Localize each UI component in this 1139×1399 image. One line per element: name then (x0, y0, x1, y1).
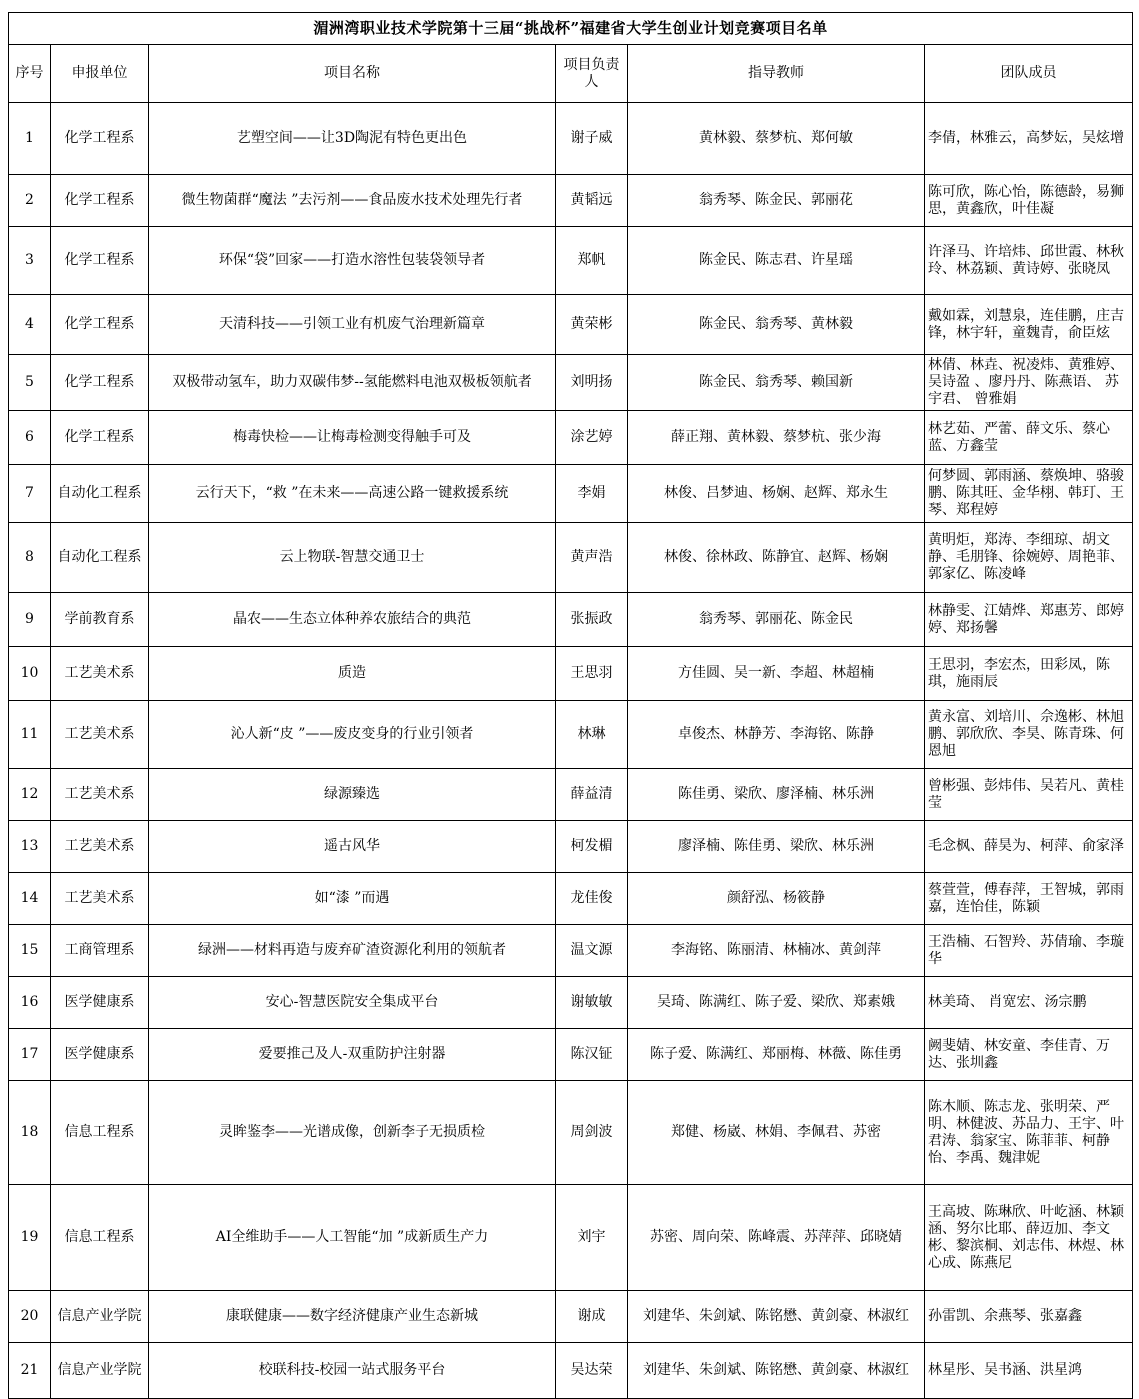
row-number-cell: 14 (9, 873, 51, 925)
project-name-cell: 云上物联-智慧交通卫士 (149, 523, 556, 593)
members-cell: 毛念枫、薛昊为、柯萍、俞家泽 (925, 821, 1133, 873)
advisors-cell: 郑健、杨崴、林娟、李佩君、苏密 (628, 1081, 925, 1185)
unit-cell: 工艺美术系 (51, 769, 149, 821)
members-cell: 陈木顺、陈志龙、张明荣、严明、林健波、苏品力、王宇、叶君涛、翁家宝、陈菲菲、柯静怡、李禹、魏津妮 (925, 1081, 1133, 1185)
members-cell: 何梦圆、郭雨涵、蔡焕坤、骆骏鹏、陈其旺、金华栩、韩玎、王琴、郑程婷 (925, 465, 1133, 523)
members-cell: 李倩，林雅云，高梦妘，吴炫增 (925, 103, 1133, 175)
project-name-cell: 微生物菌群“魔法 ”去污剂——食品废水技术处理先行者 (149, 175, 556, 227)
row-number-cell: 2 (9, 175, 51, 227)
advisors-cell: 陈金民、翁秀琴、赖国新 (628, 355, 925, 411)
project-name-cell: 爱要推己及人-双重防护注射器 (149, 1029, 556, 1081)
unit-cell: 学前教育系 (51, 593, 149, 647)
row-number-cell: 15 (9, 925, 51, 977)
unit-cell: 化学工程系 (51, 355, 149, 411)
leader-cell: 柯发楣 (556, 821, 628, 873)
table-row (9, 925, 1133, 977)
members-cell: 林艺茹、严蕾、薛文乐、蔡心蓝、方鑫莹 (925, 411, 1133, 465)
members-cell: 孙雷凯、余燕琴、张嘉鑫 (925, 1291, 1133, 1343)
row-number-cell: 19 (9, 1185, 51, 1291)
unit-cell: 化学工程系 (51, 295, 149, 355)
row-number-cell: 3 (9, 227, 51, 295)
project-name-cell: 灵眸鉴李——光谱成像，创新李子无损质检 (149, 1081, 556, 1185)
table-row (9, 1185, 1133, 1291)
members-cell: 阙斐婧、林安童、李佳青、万达、张圳鑫 (925, 1029, 1133, 1081)
members-cell: 曾彬强、彭炜伟、吴若凡、黄桂莹 (925, 769, 1133, 821)
advisors-cell: 陈子爱、陈满红、郑丽梅、林薇、陈佳勇 (628, 1029, 925, 1081)
leader-cell: 黄声浩 (556, 523, 628, 593)
unit-cell: 工商管理系 (51, 925, 149, 977)
advisors-cell: 颜舒泓、杨筱静 (628, 873, 925, 925)
leader-cell: 龙佳俊 (556, 873, 628, 925)
row-number-cell: 10 (9, 647, 51, 701)
title-row (9, 13, 1133, 45)
leader-cell: 温文源 (556, 925, 628, 977)
row-number-cell: 1 (9, 103, 51, 175)
table-row (9, 175, 1133, 227)
advisors-cell: 陈金民、翁秀琴、黄林毅 (628, 295, 925, 355)
advisors-cell: 卓俊杰、林静芳、李海铭、陈静 (628, 701, 925, 769)
unit-cell: 自动化工程系 (51, 465, 149, 523)
advisors-cell: 林俊、徐林政、陈静宜、赵辉、杨娴 (628, 523, 925, 593)
row-number-cell: 9 (9, 593, 51, 647)
advisors-cell: 吴琦、陈满红、陈子爱、梁欣、郑素娥 (628, 977, 925, 1029)
table-row (9, 227, 1133, 295)
leader-cell: 张振政 (556, 593, 628, 647)
leader-cell: 黄荣彬 (556, 295, 628, 355)
project-name-cell: 天清科技——引领工业有机废气治理新篇章 (149, 295, 556, 355)
row-number-cell: 16 (9, 977, 51, 1029)
leader-cell: 陈汉钲 (556, 1029, 628, 1081)
project-name-cell: 晶农——生态立体种养农旅结合的典范 (149, 593, 556, 647)
advisors-cell: 林俊、吕梦迪、杨娴、赵辉、郑永生 (628, 465, 925, 523)
members-cell: 王思羽，李宏杰，田彩凤，陈琪，施雨辰 (925, 647, 1133, 701)
advisors-cell: 黄林毅、蔡梦杭、郑何敏 (628, 103, 925, 175)
unit-cell: 工艺美术系 (51, 821, 149, 873)
row-number-cell: 5 (9, 355, 51, 411)
table-row (9, 1029, 1133, 1081)
table-row (9, 103, 1133, 175)
advisors-cell: 陈佳勇、梁欣、廖泽楠、林乐洲 (628, 769, 925, 821)
members-cell: 黄永富、刘培川、佘逸彬、林旭鹏、郭欣欣、李昊、陈青珠、何恩旭 (925, 701, 1133, 769)
leader-cell: 谢子威 (556, 103, 628, 175)
header-cell-unit: 申报单位 (51, 45, 149, 103)
advisors-cell: 李海铭、陈丽清、林楠冰、黄剑萍 (628, 925, 925, 977)
members-cell: 林美琦、 肖宽宏、汤宗鹏 (925, 977, 1133, 1029)
project-name-cell: 沁人新“皮 ”——废皮变身的行业引领者 (149, 701, 556, 769)
table-row (9, 523, 1133, 593)
leader-cell: 林琳 (556, 701, 628, 769)
members-cell: 许泽马、许培炜、邱世霞、林秋玲、林荔颖、黄诗婷、张晓凤 (925, 227, 1133, 295)
row-number-cell: 13 (9, 821, 51, 873)
table-row (9, 1081, 1133, 1185)
project-name-cell: 绿洲——材料再造与废弃矿渣资源化利用的领航者 (149, 925, 556, 977)
project-name-cell: 遥古风华 (149, 821, 556, 873)
advisors-cell: 翁秀琴、郭丽花、陈金民 (628, 593, 925, 647)
unit-cell: 化学工程系 (51, 411, 149, 465)
advisors-cell: 翁秀琴、陈金民、郭丽花 (628, 175, 925, 227)
members-cell: 林星彤、吴书涵、洪星鸿 (925, 1343, 1133, 1399)
row-number-cell: 6 (9, 411, 51, 465)
advisors-cell: 薛正翔、黄林毅、蔡梦杭、张少海 (628, 411, 925, 465)
project-name-cell: 绿源臻选 (149, 769, 556, 821)
row-number-cell: 7 (9, 465, 51, 523)
unit-cell: 工艺美术系 (51, 873, 149, 925)
unit-cell: 信息工程系 (51, 1081, 149, 1185)
table-row (9, 769, 1133, 821)
table-row (9, 647, 1133, 701)
header-cell-project: 项目名称 (149, 45, 556, 103)
advisors-cell: 陈金民、陈志君、许星瑶 (628, 227, 925, 295)
row-number-cell: 11 (9, 701, 51, 769)
table-row (9, 1343, 1133, 1399)
project-name-cell: 云行天下，“救 ”在未来——高速公路一键救援系统 (149, 465, 556, 523)
leader-cell: 李娟 (556, 465, 628, 523)
leader-cell: 郑帆 (556, 227, 628, 295)
table-row (9, 977, 1133, 1029)
project-name-cell: AI全维助手——人工智能“加 ”成新质生产力 (149, 1185, 556, 1291)
table-row (9, 411, 1133, 465)
project-name-cell: 质造 (149, 647, 556, 701)
header-cell-no: 序号 (9, 45, 51, 103)
header-row (9, 45, 1133, 103)
table-row (9, 465, 1133, 523)
table-row (9, 701, 1133, 769)
row-number-cell: 4 (9, 295, 51, 355)
members-cell: 王高坡、陈琳欣、叶屹涵、林颖涵、努尔比耶、薛迈加、李文彬、黎滨桐、刘志伟、林煜、林心成、陈燕尼 (925, 1185, 1133, 1291)
advisors-cell: 方佳圆、吴一新、李超、林超楠 (628, 647, 925, 701)
unit-cell: 医学健康系 (51, 1029, 149, 1081)
members-cell: 林静雯、江婧烨、郑惠芳、郎婷婷、郑扬馨 (925, 593, 1133, 647)
members-cell: 陈可欣，陈心怡，陈德龄，易狮思，黄鑫欣，叶佳凝 (925, 175, 1133, 227)
header-cell-members: 团队成员 (925, 45, 1133, 103)
leader-cell: 周剑波 (556, 1081, 628, 1185)
unit-cell: 医学健康系 (51, 977, 149, 1029)
project-name-cell: 艺塑空间——让3D陶泥有特色更出色 (149, 103, 556, 175)
leader-cell: 薛益清 (556, 769, 628, 821)
project-name-cell: 梅毒快检——让梅毒检测变得触手可及 (149, 411, 556, 465)
row-number-cell: 8 (9, 523, 51, 593)
leader-cell: 吴达荣 (556, 1343, 628, 1399)
project-list-table (8, 12, 1133, 1399)
table-row (9, 1291, 1133, 1343)
table-row (9, 593, 1133, 647)
project-name-cell: 双极带动氢车，助力双碳伟梦--氢能燃料电池双极板领航者 (149, 355, 556, 411)
leader-cell: 刘明扬 (556, 355, 628, 411)
row-number-cell: 21 (9, 1343, 51, 1399)
unit-cell: 工艺美术系 (51, 647, 149, 701)
advisors-cell: 廖泽楠、陈佳勇、梁欣、林乐洲 (628, 821, 925, 873)
leader-cell: 谢成 (556, 1291, 628, 1343)
project-name-cell: 校联科技-校园一站式服务平台 (149, 1343, 556, 1399)
row-number-cell: 18 (9, 1081, 51, 1185)
leader-cell: 涂艺婷 (556, 411, 628, 465)
leader-cell: 黄韬远 (556, 175, 628, 227)
row-number-cell: 12 (9, 769, 51, 821)
table-row (9, 821, 1133, 873)
advisors-cell: 刘建华、朱剑斌、陈铭懋、黄剑豪、林淑红 (628, 1343, 925, 1399)
members-cell: 林倩、林垚、祝凌炜、黄雅婷、吴诗盈 、廖丹丹、陈燕语、 苏宇君、 曾雅娟 (925, 355, 1133, 411)
project-name-cell: 如“漆 ”而遇 (149, 873, 556, 925)
unit-cell: 自动化工程系 (51, 523, 149, 593)
unit-cell: 信息产业学院 (51, 1291, 149, 1343)
members-cell: 王浩楠、石智羚、苏倩瑜、李璇华 (925, 925, 1133, 977)
members-cell: 戴如霖，刘慧泉，连佳鹏，庄吉锋，林宇轩，童魏青，俞臣炫 (925, 295, 1133, 355)
advisors-cell: 刘建华、朱剑斌、陈铭懋、黄剑豪、林淑红 (628, 1291, 925, 1343)
leader-cell: 王思羽 (556, 647, 628, 701)
table-row (9, 873, 1133, 925)
row-number-cell: 20 (9, 1291, 51, 1343)
unit-cell: 信息工程系 (51, 1185, 149, 1291)
header-cell-advisors: 指导教师 (628, 45, 925, 103)
table-row (9, 355, 1133, 411)
unit-cell: 工艺美术系 (51, 701, 149, 769)
unit-cell: 化学工程系 (51, 175, 149, 227)
project-name-cell: 康联健康——数字经济健康产业生态新城 (149, 1291, 556, 1343)
unit-cell: 信息产业学院 (51, 1343, 149, 1399)
table-title: 湄洲湾职业技术学院第十三届“挑战杯”福建省大学生创业计划竞赛项目名单 (9, 13, 1133, 45)
unit-cell: 化学工程系 (51, 227, 149, 295)
table-row (9, 295, 1133, 355)
members-cell: 蔡萱萱，傅春萍，王智城，郭雨嘉，连怡佳，陈颖 (925, 873, 1133, 925)
unit-cell: 化学工程系 (51, 103, 149, 175)
leader-cell: 刘宇 (556, 1185, 628, 1291)
project-name-cell: 环保“袋”回家——打造水溶性包装袋领导者 (149, 227, 556, 295)
members-cell: 黄明炬，郑涛、李细琼、胡文静、毛朋锋、徐婉婷、周艳菲、郭家亿、陈凌峰 (925, 523, 1133, 593)
advisors-cell: 苏密、周向荣、陈峰震、苏萍萍、邱晓婧 (628, 1185, 925, 1291)
leader-cell: 谢敏敏 (556, 977, 628, 1029)
row-number-cell: 17 (9, 1029, 51, 1081)
header-cell-leader: 项目负责人 (556, 45, 628, 103)
project-name-cell: 安心-智慧医院安全集成平台 (149, 977, 556, 1029)
